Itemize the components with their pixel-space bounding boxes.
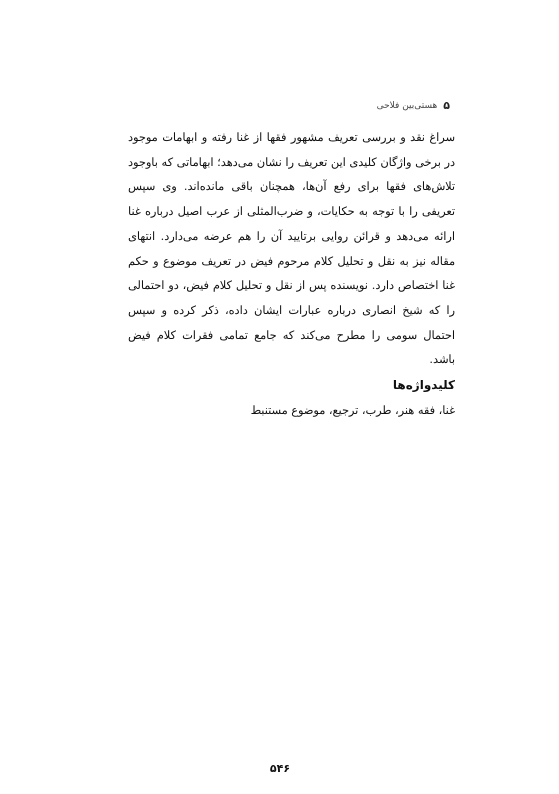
page-number: ۵۴۶ xyxy=(269,762,291,775)
running-header xyxy=(330,99,450,112)
keywords-list: غنا، فقه هنر، طرب، ترجیع، موضوع مستنبط xyxy=(250,404,455,417)
abstract-paragraph: سراغ نقد و بررسی تعریف مشهور فقها از غنا رفته و ابهامات موجود در برخی واژگان کلیدی این تعریف را نشان می‌دهد؛ ابهاماتی که باوجود تلاش‌های فقها برای رفع آن‌ها، همچنان باقی مانده‌اند. وی سپس تعریفی را با توجه به حکایات، و ضرب‌المثلی از عرب اصیل درباره غنا ارائه می‌دهد و قرائن روایی برتایید آن را هم عرضه می‌دارد. انتهای مقاله نیز به نقل و تحلیل کلام مرحوم فیض در تعریف موضوع و حکم غنا اختصاص دارد. نویسنده پس از نقل و تحلیل کلام فیض، دو احتمالی را که شیخ انصاری درباره عبارات ایشان داده، ذکر کرده و سپس احتمال سومی را مطرح می‌کند که جامع تمامی فقرات کلام فیض باشد. xyxy=(128,131,455,367)
keywords-heading: کلیدواژه‌ها xyxy=(392,378,455,392)
header-mark: ۵ xyxy=(443,99,450,112)
header-title: هستی‌بین فلاحی xyxy=(376,100,438,111)
abstract-body xyxy=(128,126,455,373)
